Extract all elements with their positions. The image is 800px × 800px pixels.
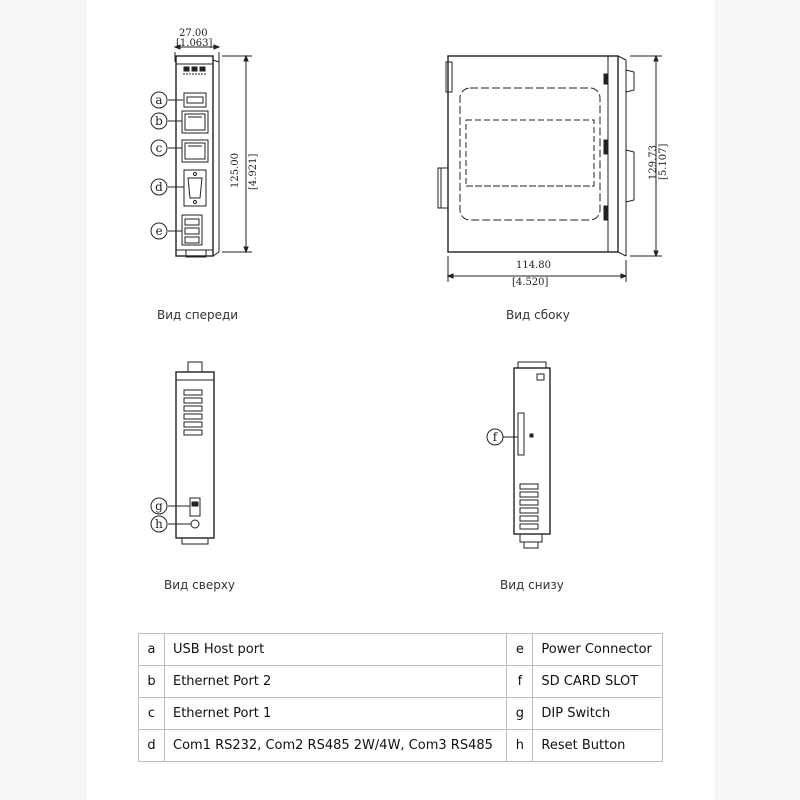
legend-value: Reset Button: [533, 730, 663, 762]
front-view: [151, 45, 252, 257]
callout-h-letter: h: [155, 517, 163, 531]
dip-switch-drawing: [190, 498, 200, 516]
legend-key: a: [139, 634, 165, 666]
caption-front-view: Вид спереди: [157, 308, 239, 322]
side-height-mm-label: 129.73: [648, 145, 659, 180]
top-vent-slots: [184, 390, 202, 435]
side-height-in-label: [5.107]: [658, 143, 669, 180]
callout-e-letter: e: [155, 224, 163, 238]
height-in-label: [4.921]: [248, 153, 259, 190]
caption-bottom-view: Вид снизу: [500, 578, 564, 592]
caption-top-view: Вид сверху: [164, 578, 236, 592]
legend-value: Ethernet Port 2: [165, 666, 507, 698]
top-body-outline: [176, 372, 214, 538]
legend-value: Power Connector: [533, 634, 663, 666]
legend-row: [139, 666, 663, 698]
width-in-label: [1.063]: [176, 38, 213, 49]
caption-side-view: Вид сбоку: [506, 308, 570, 322]
width-mm-label: 27.00: [179, 28, 208, 39]
legend-row: [139, 698, 663, 730]
reset-button-drawing: [191, 520, 199, 528]
legend-row: [139, 730, 663, 762]
callout-f-letter: f: [492, 430, 498, 444]
depth-mm-label: 114.80: [516, 260, 551, 271]
side-view: [438, 56, 662, 282]
legend-table: [138, 633, 663, 762]
legend-key: e: [507, 634, 533, 666]
callout-c-letter: c: [155, 141, 163, 155]
callout-b-letter: b: [155, 114, 163, 128]
sd-card-slot-drawing: [518, 413, 524, 455]
side-body-outline: [448, 56, 618, 252]
legend-value: SD CARD SLOT: [533, 666, 663, 698]
legend-key: g: [507, 698, 533, 730]
bottom-body-outline: [514, 368, 550, 534]
bottom-vent-slots: [520, 484, 538, 529]
depth-in-label: [4.520]: [512, 277, 549, 288]
legend-value: USB Host port: [165, 634, 507, 666]
bottom-view: [487, 362, 550, 548]
callout-g-letter: g: [155, 499, 163, 513]
legend-row: [139, 634, 663, 666]
callout-a-letter: a: [155, 93, 163, 107]
callout-d-letter: d: [155, 180, 163, 194]
legend-key: b: [139, 666, 165, 698]
height-mm-label: 125.00: [230, 153, 241, 188]
legend-key: h: [507, 730, 533, 762]
legend-key: c: [139, 698, 165, 730]
legend-key: d: [139, 730, 165, 762]
legend-value: Com1 RS232, Com2 RS485 2W/4W, Com3 RS485: [165, 730, 507, 762]
legend-key: f: [507, 666, 533, 698]
legend-value: Ethernet Port 1: [165, 698, 507, 730]
legend-value: DIP Switch: [533, 698, 663, 730]
